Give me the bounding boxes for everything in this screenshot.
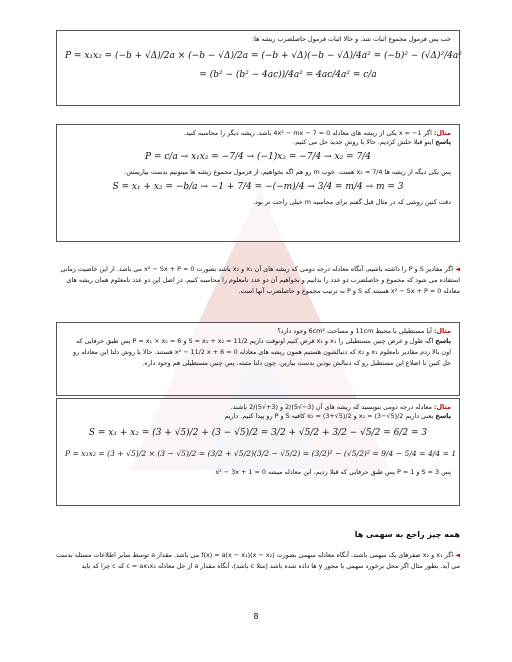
example-question: [65, 403, 451, 412]
parabola-paragraph: [56, 550, 460, 572]
answer-text: یعنی داریم x₁ = (3−√5)/2 و x₂ = (3+√5)/2 کافیه S و P رو پیدا کنیم. داریم: [224, 412, 434, 420]
product-formula-line-2: = (b² − (b² − 4ac))/4a² = 4ac/4a² = c/a: [199, 70, 377, 80]
example-line-3: دقت کنین روشی که در مثال قبل گفتم برای محاسبه m خیلی راحت تر بود.: [252, 198, 451, 206]
answer-label: پاسخ: [435, 138, 451, 146]
example-question: [65, 327, 451, 336]
product-formula-line-1: P = x₁x₂ = (−b + √Δ)/2a × (−b − √Δ)/2a = (−b + √Δ)(−b − √Δ)/4a² = (−b)² − (√Δ)²/4a²: [65, 51, 462, 61]
example-box-2: [56, 322, 460, 396]
example-box-1: [56, 124, 460, 242]
answer-label: پاسخ: [435, 337, 451, 345]
answer-label: پاسخ: [435, 412, 451, 420]
example-answer: [65, 138, 451, 147]
example-equation-1: P = c/a → x₁x₂ = −7/4 → (−1)x₂ = −7/4 → x₂ = 7/4: [145, 152, 371, 162]
bullet-icon: ◄: [455, 551, 460, 559]
example-label: مثال:: [433, 129, 451, 137]
example-conclusion: پس S = 3 و P = 1 پس طبق حرفایی که قبلا زدیم، این معادله میشه x² − 3x + 1 = 0: [215, 468, 451, 476]
example-question: [65, 129, 451, 138]
section-heading: همه چیز راجع به سهمی ها: [354, 530, 460, 539]
example-question-text: اگر x = −1 یکی از ریشه های معادله 4x² − mx − 7 = 0 باشد، ریشه دیگر را محاسبه کنید.: [183, 129, 432, 137]
page-number: 8: [253, 612, 259, 621]
example-answer: [65, 336, 451, 369]
bullet-icon: ◄: [455, 265, 460, 273]
example-question-text: معادله درجه دومی بنویسید که ریشه های آن (3−√5)/2 و (3+√5)/2 باشند.: [230, 403, 432, 411]
answer-text: اگه طول و عرض چنین مستطیلی را x₁ و x₂ فرض کنیم اونوقت داریم S = x₁ + x₂ = 11/2 و P = x₁ × x₂ = 6 پس طبق حرفایی که اون بالا زدم مقادیر نامعلوم x₁ و x₂ که دنبالشون هستیم همون ریشه های معادله x² − 11/2 x + 6 = 0 هستند. حالا با روش دلتا این معادله رو حل کنین تا اضلاع این مستطیل رو که دنبالش بودین بدست بیارین. چون دلتا مثبته، پس چنین مستطیلی هم وجود داره.: [73, 337, 451, 367]
example-label: مثال:: [433, 403, 451, 411]
proof-box: [56, 30, 460, 106]
example-box-3: [56, 398, 460, 506]
answer-text: اینو قبلا حلش کردیم. حالا با روش جدید حل می کنیم.: [293, 138, 434, 146]
sum-product-paragraph: [56, 264, 460, 297]
example-answer: [65, 412, 451, 421]
example-label: مثال:: [433, 327, 451, 335]
proof-intro: خب پس فرمول مجموع اثبات شد. و حالا اثبات فرمول حاصلضرب ریشه ها:: [251, 35, 451, 43]
paragraph-text: اگر x₁ و x₂ صفرهای یک سهمی باشند، آنگاه معادله سهمی بصورت f(x) = a(x − x₁)(x − x₂) می باشد. مقدار a توسط سایر اطلاعات مسئله بدست می آید. بطور مثال اگر محل برخورد سهمی با محور y ها داده شده باشد (مثلا c باشد)، آنگاه مقدار a از حل معادله c = ax₁x₂ که c چرا که باید: [55, 551, 460, 570]
product-equation: P = x₁x₂ = (3 + √5)/2 × (3 − √5)/2 = (3/2 + √5/2)(3/2 − √5/2) = (3/2)² − (√5/2)² = 9/4 − 5/4 = 4/4 = 1: [65, 449, 457, 458]
example-line-2: پس یکی دیگه از ریشه ها x₂ = 7/4 هست. خوب m رو هم اگه بخواهیم، از فرمول مجموع ریشه ها میتونیم بدست بیاریمش.: [124, 168, 451, 176]
example-question-text: آیا مستطیلی با محیط 11cm و مساحت 6cm² وجود دارد؟: [277, 327, 432, 335]
sum-equation: S = x₁ + x₂ = (3 + √5)/2 + (3 − √5)/2 = 3/2 + √5/2 + 3/2 − √5/2 = 6/2 = 3: [88, 428, 428, 438]
paragraph-text: اگر مقادیر S و P را داشته باشیم، آنگاه معادله درجه دومی که ریشه های آن x₁ و x₂ باشد بصورت x² − Sx + P = 0 می باشد. از این خاصیت زمانی استفاده می شود که مجموع و حاصلضرب دو عدد را بدانیم و بخواهیم آن دو عدد نامعلوم را محاسبه کنیم. در اصل این دو عدد نامعلوم همان ریشه های معادله x² − Sx + P = 0 هستند که S و P به ترتیب مجموع و حاصلضرب آنها است.: [60, 265, 460, 295]
example-equation-2: S = x₁ + x₂ = −b/a → −1 + 7/4 = −(−m)/4 → 3/4 = m/4 → m = 3: [112, 182, 404, 192]
